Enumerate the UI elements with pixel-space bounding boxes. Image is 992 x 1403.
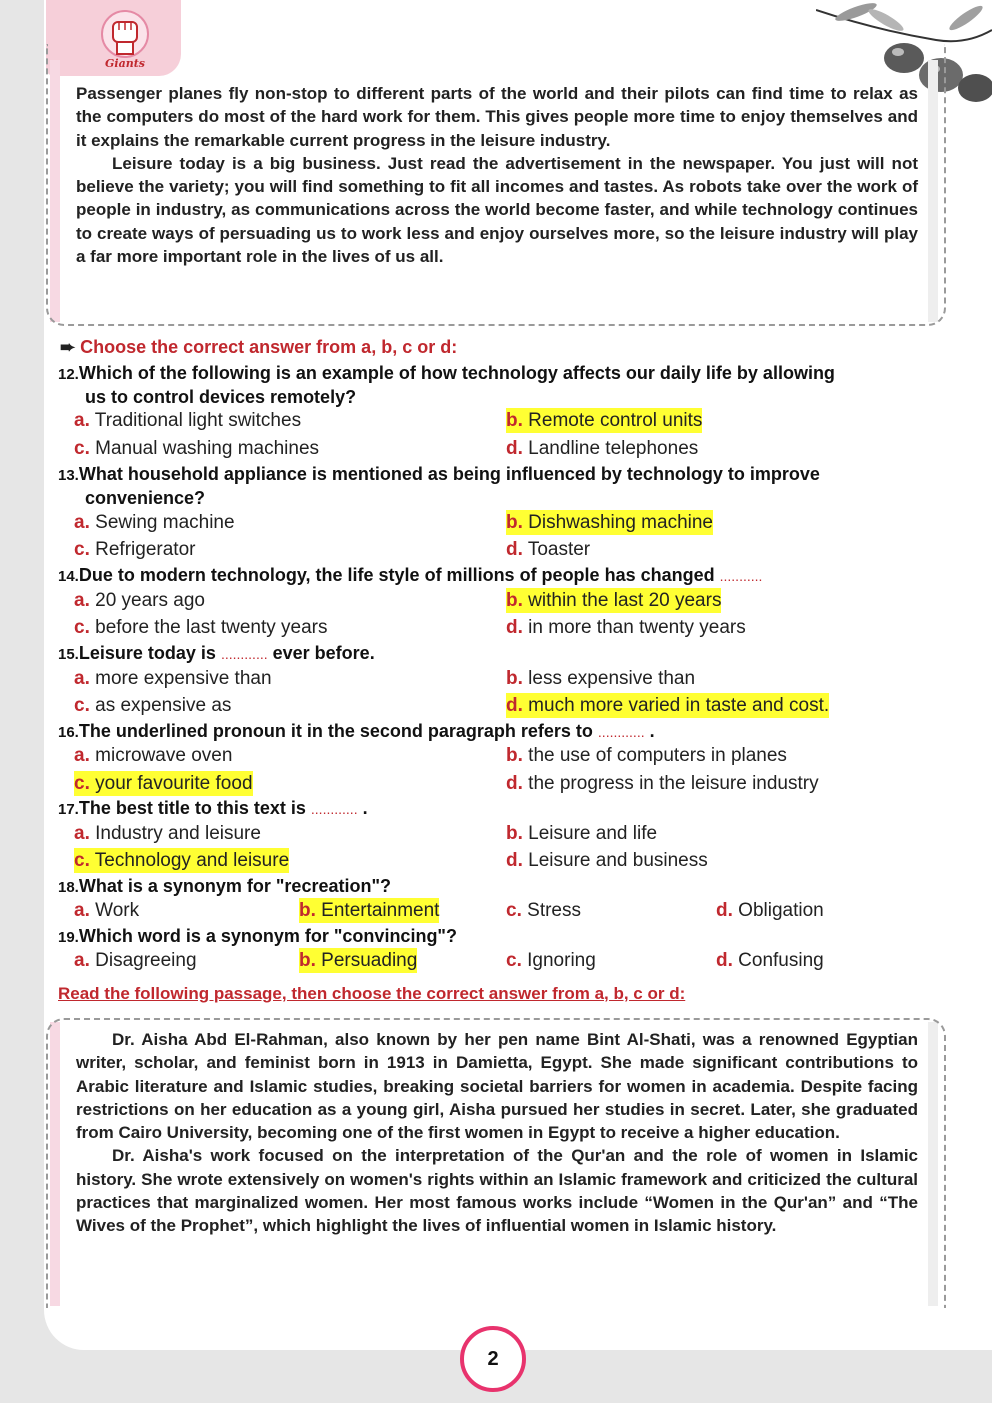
option-letter: a. (74, 590, 90, 611)
option-correct[interactable] (506, 588, 721, 613)
option-text: Leisure and business (528, 850, 708, 871)
option-letter: c. (74, 695, 90, 716)
question-number: 15. (58, 646, 79, 663)
passage-2-paragraph: Dr. Aisha Abd El-Rahman, also known by her pen name Bint Al-Shati, was a renowned Egyptian writer, scholar, and feminist born in 1913 in Damietta, Egypt. She made significant contributions to Arabic literature and Islamic studies, breaking societal barriers for women in academia. Despite facing restrictions on her education as a young girl, Aisha pursued her studies in secret. Later, she graduated from Cairo University, becoming one of the first women in Egypt to receive a higher education. (76, 1030, 918, 1143)
option[interactable] (716, 948, 824, 973)
option-text: 20 years ago (95, 590, 205, 611)
option-letter: b. (299, 950, 316, 971)
question-text: The underlined pronoun it in the second paragraph refers to (78, 721, 593, 741)
option-letter: a. (74, 410, 90, 431)
question-16 (58, 720, 655, 744)
option[interactable] (506, 848, 708, 873)
question-number: 14. (58, 568, 79, 585)
question-text: Leisure today is (78, 643, 216, 663)
option-text: Leisure and life (528, 823, 658, 844)
blank-dots: ............ (220, 646, 268, 662)
option-letter: a. (74, 668, 90, 689)
instruction-text: Choose the correct answer from a, b, c or d: (80, 337, 458, 357)
section-heading: Read the following passage, then choose the correct answer from a, b, c or d: (58, 984, 686, 1003)
question-text-end: ever before. (272, 643, 375, 663)
option[interactable] (74, 408, 301, 433)
option[interactable] (506, 537, 590, 562)
question-number: 19. (58, 929, 79, 946)
option[interactable] (74, 588, 205, 613)
question-text: Which word is a synonym for "convincing"? (78, 926, 457, 946)
option-letter: a. (74, 950, 90, 971)
option-letter: c. (74, 539, 90, 560)
instruction (60, 337, 457, 358)
option-letter: d. (506, 695, 523, 716)
option-correct[interactable] (74, 771, 253, 796)
option-letter: d. (716, 950, 733, 971)
option-letter: c. (74, 617, 90, 638)
option-correct[interactable] (506, 510, 713, 535)
passage-1 (76, 82, 918, 268)
option-text: your favourite food (95, 773, 253, 794)
option-text: Work (95, 900, 140, 921)
option[interactable] (506, 436, 698, 461)
question-number: 12. (58, 366, 79, 383)
option[interactable] (506, 771, 819, 796)
option-letter: d. (506, 773, 523, 794)
option[interactable] (74, 948, 197, 973)
option-text: as expensive as (95, 695, 232, 716)
page-number: 2 (460, 1326, 526, 1392)
option-letter: a. (74, 745, 90, 766)
option-letter: b. (506, 410, 523, 431)
option-text: microwave oven (95, 745, 233, 766)
option-text: Manual washing machines (95, 438, 320, 459)
question-number: 17. (58, 801, 79, 818)
option[interactable] (74, 537, 195, 562)
option-text: Technology and leisure (94, 850, 290, 871)
option-letter: c. (74, 773, 90, 794)
option-letter: c. (506, 900, 522, 921)
question-number: 16. (58, 724, 79, 741)
option[interactable] (506, 821, 657, 846)
blank-dots: ........... (719, 568, 763, 584)
option-text: Dishwashing machine (528, 512, 713, 533)
option[interactable] (74, 666, 272, 691)
option-letter: b. (506, 823, 523, 844)
option-letter: a. (74, 512, 90, 533)
question-text-end: . (362, 798, 368, 818)
option-text: before the last twenty years (95, 617, 328, 638)
option-correct[interactable] (299, 948, 417, 973)
option-text: less expensive than (528, 668, 696, 689)
option[interactable] (74, 898, 139, 923)
question-text: Which of the following is an example of how technology affects our daily life by allowing (78, 363, 835, 383)
passage-2 (76, 1028, 918, 1238)
option-letter: c. (506, 950, 522, 971)
question-15 (58, 642, 375, 666)
option[interactable] (506, 615, 746, 640)
option[interactable] (74, 693, 231, 718)
option-correct[interactable] (506, 408, 702, 433)
option-text: Refrigerator (95, 539, 196, 560)
option[interactable] (74, 821, 261, 846)
question-text-cont: us to control devices remotely? (85, 387, 357, 407)
option-letter: d. (506, 539, 523, 560)
option-text: Industry and leisure (95, 823, 261, 844)
option-text: Persuading (321, 950, 418, 971)
question-12 (58, 362, 835, 409)
question-number: 13. (58, 467, 79, 484)
option-correct[interactable] (299, 898, 439, 923)
option-text: more expensive than (95, 668, 272, 689)
option-letter: b. (299, 900, 316, 921)
option-text: Sewing machine (95, 512, 235, 533)
question-17 (58, 797, 368, 821)
question-text: What household appliance is mentioned as being influenced by technology to improve (78, 464, 820, 484)
option[interactable] (74, 436, 319, 461)
option-text: Traditional light switches (94, 410, 302, 431)
option-text: Entertainment (321, 900, 440, 921)
option[interactable] (74, 615, 327, 640)
option-letter: a. (74, 823, 90, 844)
option[interactable] (74, 510, 235, 535)
option-letter: b. (506, 512, 523, 533)
passage-1-paragraph: Passenger planes fly non-stop to different parts of the world and their pilots can find time to relax as the computers do most of the hard work for them. This gives people more time to enjoy themselves and it explains the remarkable current progress in the leisure industry. (76, 84, 918, 150)
question-18 (58, 875, 391, 899)
option-text: Toaster (527, 539, 591, 560)
option-text: within the last 20 years (528, 590, 722, 611)
option-text: Obligation (738, 900, 824, 921)
blank-dots: ............ (597, 724, 645, 740)
question-19 (58, 925, 457, 949)
option-correct[interactable] (74, 848, 289, 873)
option[interactable] (74, 743, 232, 768)
option-letter: b. (506, 745, 523, 766)
passage-1-paragraph: Leisure today is a big business. Just read the advertisement in the newspaper. You just will not believe the variety; you will find something to fit all incomes and tastes. As robots take over the work of people in industry, as communications across the world become faster, and while technology continues to create ways of persuading us to work less and enjoy ourselves more, so the leisure industry will play a far more important role in the lives of us all. (76, 153, 918, 267)
option[interactable] (506, 948, 596, 973)
option-letter: b. (506, 590, 523, 611)
option-text: in more than twenty years (528, 617, 746, 638)
arrow-icon: ➨ (60, 337, 76, 357)
question-text-cont: convenience? (85, 488, 206, 508)
option[interactable] (506, 898, 581, 923)
question-14 (58, 564, 762, 588)
option-letter: d. (506, 617, 523, 638)
option-text: the use of computers in planes (528, 745, 787, 766)
option-letter: d. (506, 850, 523, 871)
question-number: 18. (58, 879, 79, 896)
option-text: Remote control units (528, 410, 703, 431)
option-text: Landline telephones (528, 438, 699, 459)
option-letter: b. (506, 668, 523, 689)
option[interactable] (716, 898, 824, 923)
question-13 (58, 463, 820, 510)
option-text: Ignoring (527, 950, 596, 971)
option-text: much more varied in taste and cost. (528, 695, 830, 716)
question-text: The best title to this text is (78, 798, 306, 818)
blank-dots: ............ (310, 801, 358, 817)
option[interactable] (506, 743, 787, 768)
option-letter: c. (74, 438, 90, 459)
question-text: What is a synonym for "recreation"? (78, 876, 391, 896)
option-letter: d. (716, 900, 733, 921)
question-text: Due to modern technology, the life style of millions of people has changed (78, 565, 715, 585)
passage-2-paragraph: Dr. Aisha's work focused on the interpretation of the Qur'an and the role of women in Islamic history. She wrote extensively on women's rights within an Islamic framework and criticized the cultural practices that marginalized women. Her most famous works include “Women in the Qur'an” and “The Wives of the Prophet”, which highlight the lives of influential women in Islamic history. (76, 1146, 918, 1236)
option-text: Stress (527, 900, 581, 921)
option-text: Disagreeing (95, 950, 197, 971)
option-text: the progress in the leisure industry (528, 773, 819, 794)
option-letter: a. (74, 900, 90, 921)
question-text-end: . (649, 721, 655, 741)
option-text: Confusing (738, 950, 824, 971)
option[interactable] (506, 666, 695, 691)
option-letter: d. (506, 438, 523, 459)
svg-text:Giants: Giants (105, 57, 145, 70)
option-correct[interactable] (506, 693, 829, 718)
option-letter: c. (74, 850, 90, 871)
